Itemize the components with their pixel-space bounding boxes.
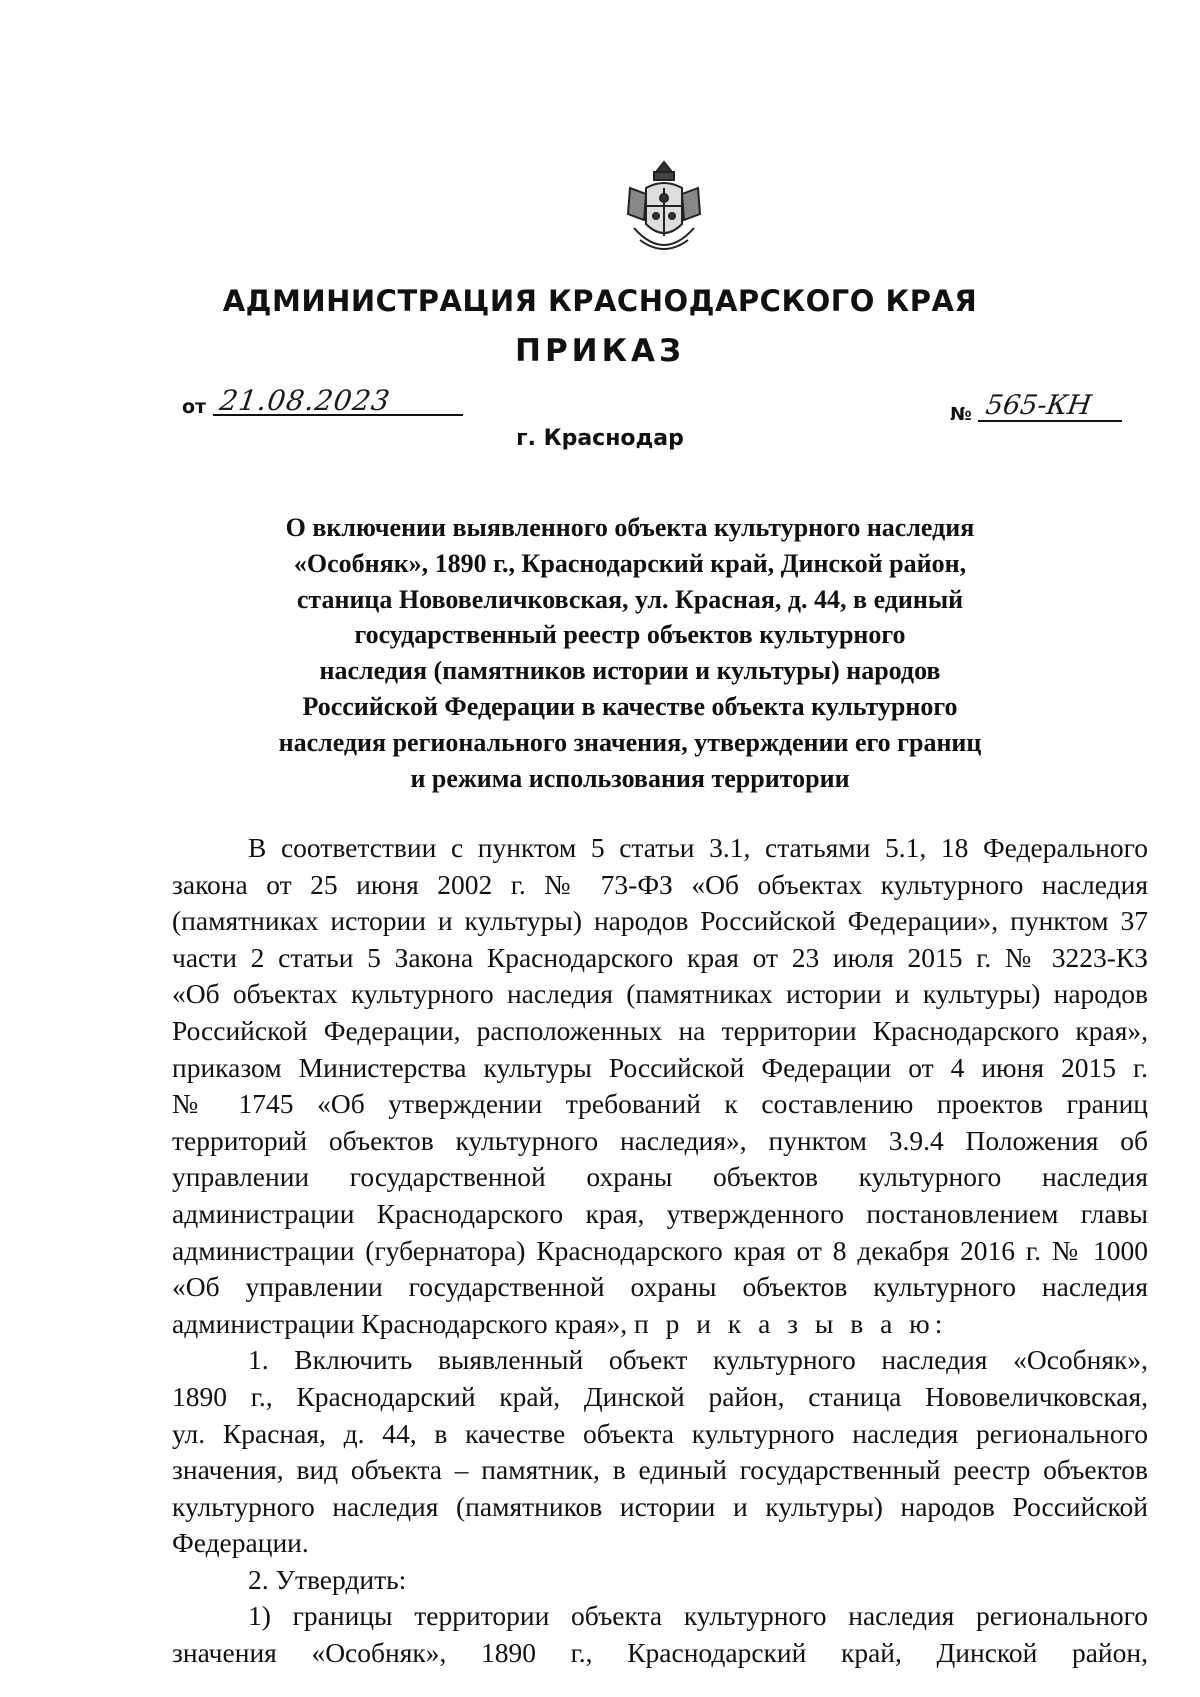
body-line: 1. Включить выявленный объект культурного наследия «Особняк», xyxy=(248,1344,1148,1376)
body-line: 2. Утвердить: xyxy=(248,1563,407,1595)
date-prefix: от xyxy=(182,396,207,418)
organization-name: АДМИНИСТРАЦИЯ КРАСНОДАРСКОГО КРАЯ xyxy=(222,284,978,318)
title-line: государственный реестр объектов культурного xyxy=(354,620,906,650)
title-line: станица Нововеличковская, ул. Красная, д. 44, в единый xyxy=(296,584,964,614)
body-line: администрации Краснодарского края, утвержденного постановлением главы xyxy=(172,1197,1148,1229)
document-number: 565-КН xyxy=(983,390,1094,421)
body-line: культурного наследия (памятников истории и культуры) народов Российской xyxy=(172,1490,1148,1522)
city-name: г. Краснодар xyxy=(516,426,684,451)
title-line: и режима использования территории xyxy=(410,763,850,793)
body-line: части 2 статьи 5 Закона Краснодарского края от 23 июля 2015 г. № 3223-КЗ xyxy=(172,941,1148,973)
body-line: значения, вид объекта – памятник, в единый государственный реестр объектов xyxy=(172,1454,1148,1486)
title-line: Российской Федерации в качестве объекта культурного xyxy=(302,691,958,721)
number-prefix: № xyxy=(950,404,972,425)
body-line: приказом Министерства культуры Российской Федерации от 4 июня 2015 г. xyxy=(172,1051,1148,1083)
order-word: п р и к а з ы в а ю: xyxy=(634,1307,948,1339)
title-line: наследия регионального значения, утверждении его границ xyxy=(278,727,982,757)
body-line: администрации (губернатора) Краснодарского края от 8 декабря 2016 г. № 1000 xyxy=(172,1234,1148,1266)
body-line: управлении государственной охраны объектов культурного наследия xyxy=(172,1161,1148,1193)
body-line: значения «Особняк», 1890 г., Краснодарский край, Динской район, xyxy=(172,1637,1148,1669)
body-line: 1) границы территории объекта культурного наследия регионального xyxy=(248,1600,1148,1632)
body-line: Российской Федерации, расположенных на территории Краснодарского края», xyxy=(172,1014,1148,1046)
body-line: ул. Красная, д. 44, в качестве объекта культурного наследия регионального xyxy=(172,1417,1148,1449)
body-line xyxy=(172,1306,1148,1343)
krasnodar-coat-of-arms-icon xyxy=(620,158,708,266)
body-line: Федерации. xyxy=(172,1527,309,1559)
body-line: В соответствии с пунктом 5 статьи 3.1, статьями 5.1, 18 Федерального xyxy=(248,832,1148,863)
document-body xyxy=(172,830,1148,1672)
body-line: (памятниках истории и культуры) народов Российской Федерации», пунктом 37 xyxy=(172,905,1148,937)
body-line: 1890 г., Краснодарский край, Динской район, станица Нововеличковская, xyxy=(172,1380,1148,1412)
title-line: О включении выявленного объекта культурного наследия xyxy=(285,513,975,542)
body-line: территорий объектов культурного наследия», пунктом 3.9.4 Положения об xyxy=(172,1124,1148,1156)
body-line: закона от 25 июня 2002 г. № 73-ФЗ «Об объектах культурного наследия xyxy=(172,868,1148,900)
document-date: 21.08.2023 xyxy=(217,384,393,417)
body-line: № 1745 «Об утверждении требований к составлению проектов границ xyxy=(172,1088,1148,1120)
title-line: «Особняк», 1890 г., Краснодарский край, Динской район, xyxy=(293,548,967,578)
body-line-text: администрации Краснодарского края», xyxy=(172,1307,628,1339)
document-type: ПРИКАЗ xyxy=(515,333,685,369)
body-line: «Об объектах культурного наследия (памятниках истории и культуры) народов xyxy=(172,978,1148,1010)
title-line: наследия (памятников истории и культуры) народов xyxy=(319,656,941,686)
document-title xyxy=(240,510,1020,796)
body-line: «Об управлении государственной охраны объектов культурного наследия xyxy=(172,1271,1148,1303)
